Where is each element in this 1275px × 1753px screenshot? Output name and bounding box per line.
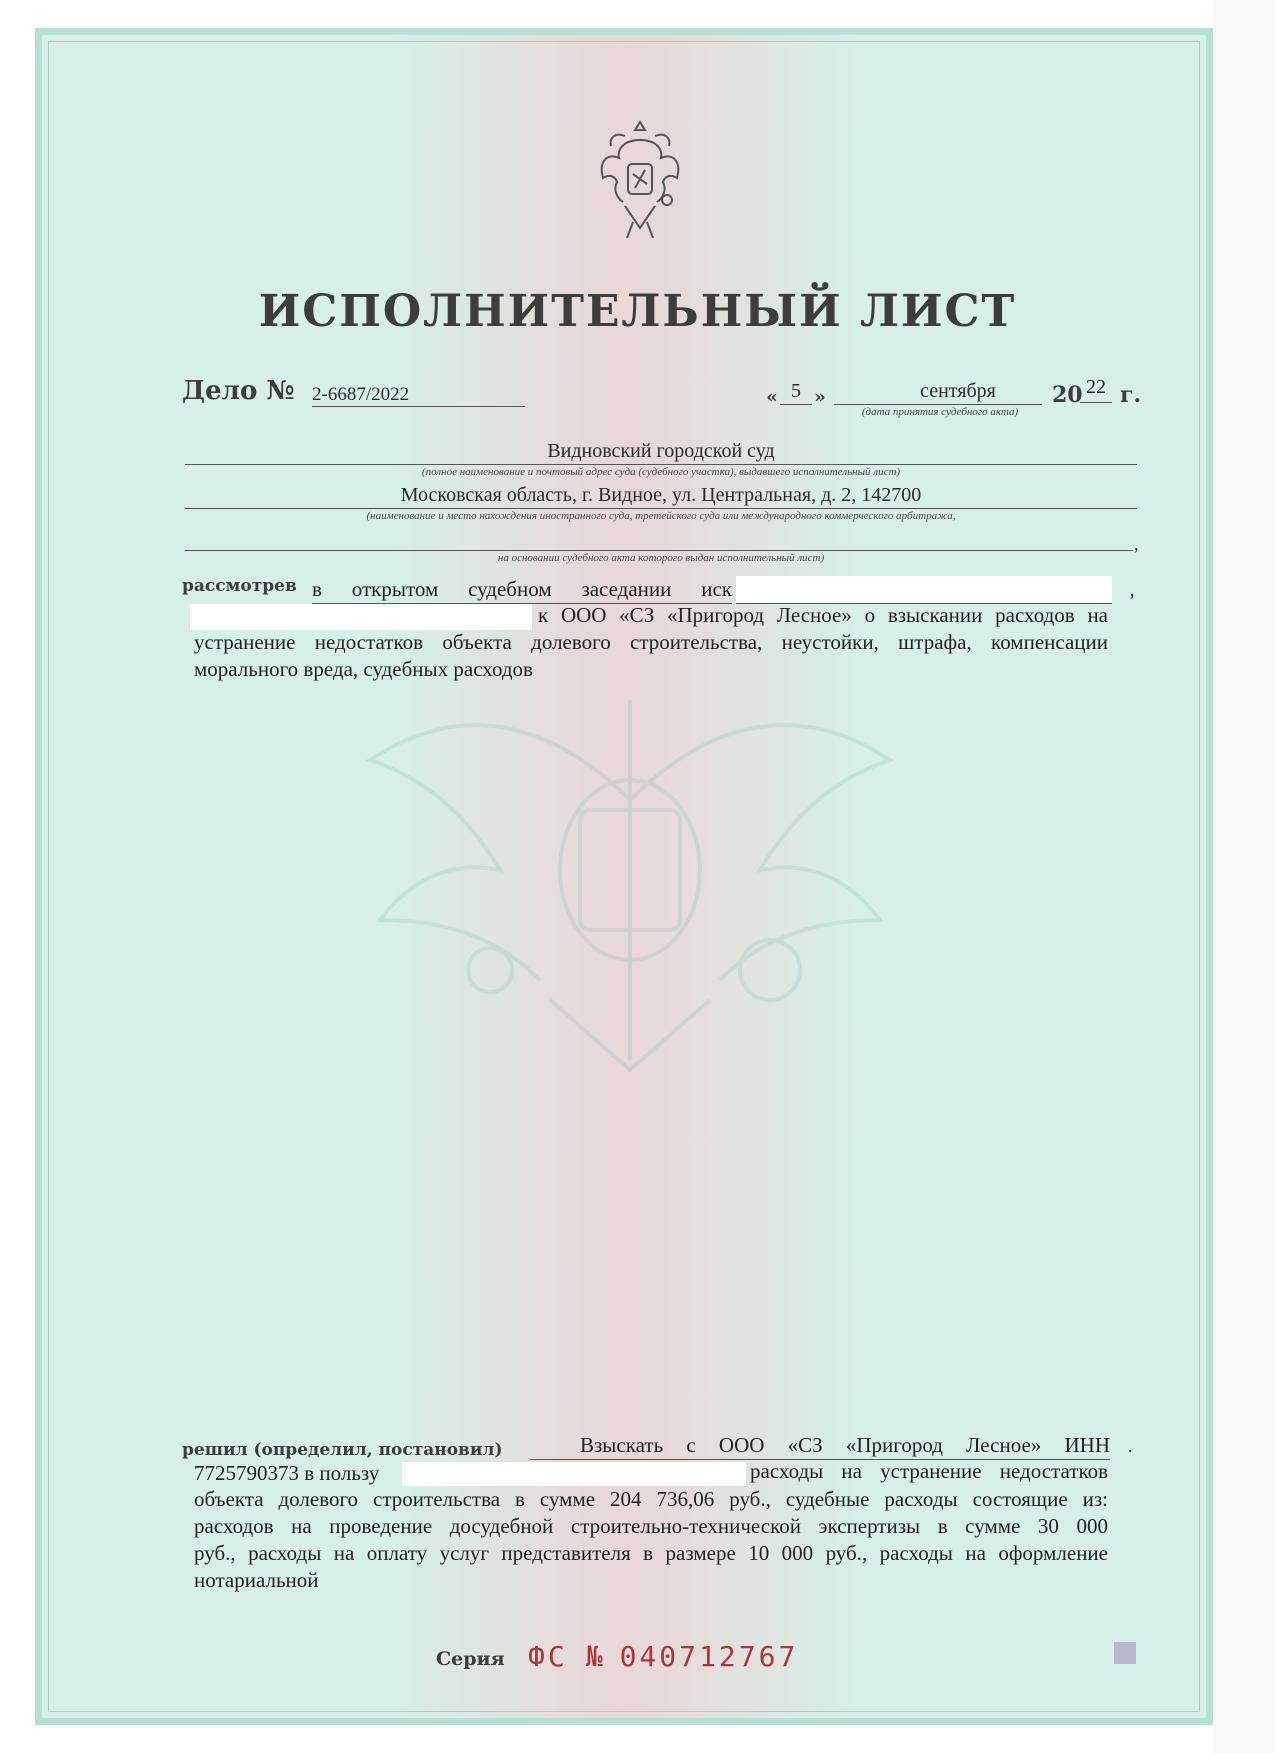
- series-label: Серия: [436, 1648, 505, 1670]
- decided-line-6: нотариальной: [194, 1568, 319, 1592]
- court-basis-caption: на основании судебного акта которого выдан исполнительный лист): [497, 552, 825, 564]
- registration-square: [1114, 1642, 1136, 1664]
- court-address-caption: (наименование и место нахождения иностранного суда, третейского суда или международного коммерческого арбитража,: [366, 510, 956, 522]
- redacted-plaintiff-2: [190, 604, 532, 630]
- coat-of-arms-emblem: [595, 118, 685, 244]
- decided-line-2-end: расходы на устранение недостатков: [750, 1459, 1108, 1483]
- date-year-unit: г.: [1120, 382, 1142, 408]
- decided-line-3: объекта долевого строительства в сумме 204 736,06 руб., судебные расходы состоящие из:: [194, 1487, 1108, 1511]
- considered-line-3: устранение недостатков объекта долевого строительства, неустойки, штрафа, компенсации: [194, 630, 1108, 654]
- date-close-quote: »: [814, 386, 826, 408]
- decided-line-5: руб., расходы на оплату услуг представителя в размере 10 000 руб., расходы на оформление: [194, 1541, 1108, 1565]
- considered-label: рассмотрев: [182, 576, 297, 596]
- court-address: Московская область, г. Видное, ул. Центральная, д. 2, 142700: [400, 484, 922, 506]
- decided-line-2-start: 7725790373 в пользу: [194, 1461, 380, 1485]
- scan-margin: [1213, 0, 1275, 1753]
- court-basis-comma: ,: [1134, 534, 1139, 554]
- considered-line-4: морального вреда, судебных расходов: [194, 657, 533, 681]
- series-number-sign: №: [585, 1640, 606, 1673]
- series-number: 040712767: [619, 1640, 799, 1673]
- decided-line-1: Взыскать с ООО «СЗ «Пригород Лесное» ИНН: [530, 1432, 1110, 1460]
- date-year-line: [1080, 376, 1112, 403]
- court-basis-line: [185, 530, 1133, 551]
- court-address-line: [185, 484, 1137, 509]
- date-day-line: [780, 380, 812, 405]
- redacted-plaintiff-1: [736, 576, 1112, 604]
- decided-line-1-end: .: [1128, 1436, 1133, 1456]
- case-number: 2-6687/2022: [312, 384, 410, 405]
- court-name-caption: (полное наименование и почтовый адрес суда (судебного участка), выдавшего исполнительный лист): [421, 466, 901, 478]
- series-code: ФС: [528, 1640, 568, 1673]
- case-label: Дело №: [182, 376, 295, 406]
- date-month-line: [834, 380, 1042, 405]
- considered-line-1: в открытом судебном заседании иск: [312, 576, 732, 604]
- considered-line-2: к ООО «СЗ «Пригород Лесное» о взыскании расходов на: [538, 603, 1108, 627]
- date-month: сентября: [920, 380, 996, 402]
- case-number-line: [312, 380, 525, 407]
- document-title: ИСПОЛНИТЕЛЬНЫЙ ЛИСТ: [258, 286, 1017, 337]
- series-stamp: [528, 1640, 798, 1673]
- court-name-line: [185, 440, 1137, 465]
- decided-label: решил (определил, постановил): [182, 1440, 503, 1460]
- redacted-recipient: [402, 1462, 746, 1486]
- date-day: 5: [791, 380, 801, 402]
- coat-of-arms-watermark: [350, 640, 910, 1110]
- date-year-prefix: 20: [1052, 382, 1083, 408]
- court-name: Видновский городской суд: [547, 440, 775, 462]
- decided-line-4: расходов на проведение досудебной строительно-технической экспертизы в сумме 30 000: [194, 1514, 1108, 1538]
- date-year-suffix: 22: [1086, 376, 1106, 398]
- date-open-quote: «: [766, 386, 778, 408]
- considered-line-1-end: ,: [1130, 580, 1135, 600]
- date-caption: (дата принятия судебного акта): [861, 406, 1019, 418]
